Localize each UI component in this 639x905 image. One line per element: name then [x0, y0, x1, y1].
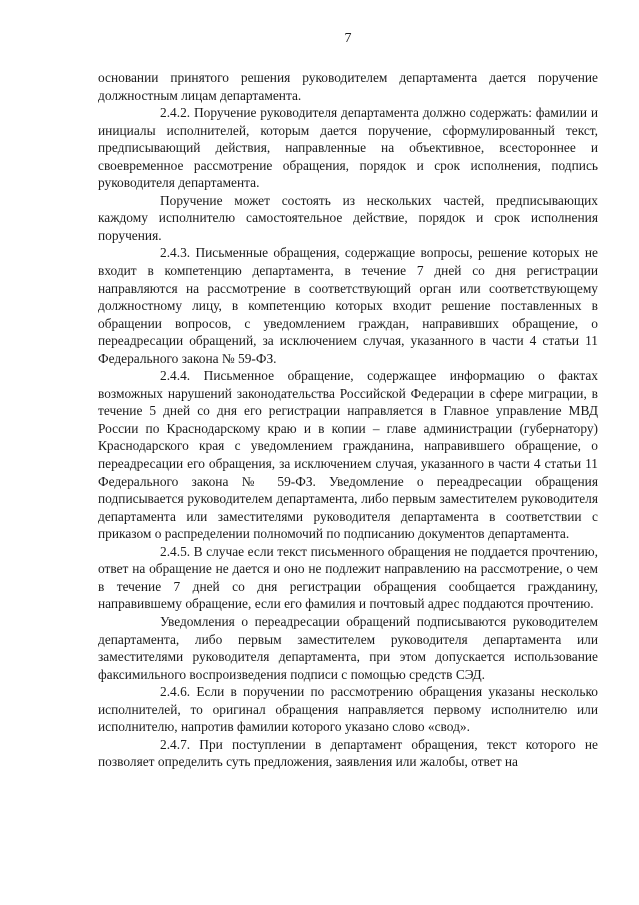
- paragraph-2-4-6: 2.4.6. Если в поручении по рассмотрению обращения указаны несколько исполнителей, то оригинал обращения направляется первому исполнителю или исполнителю, напротив фамилии которого указано слово «свод».: [98, 684, 598, 735]
- paragraph-2-4-2: 2.4.2. Поручение руководителя департамента должно содержать: фамилии и инициалы исполнителей, которым дается поручение, сформулированный текст, предписывающий действия, направленные на объективное, всестороннее и своевременное рассмотрение обращения, порядок и срок исполнения, подпись руководителя департамента.: [98, 105, 598, 191]
- paragraph-2-4-3: 2.4.3. Письменные обращения, содержащие вопросы, решение которых не входит в компетенцию департамента, в течение 7 дней со дня регистрации направляются на рассмотрение в соответствующий орган или соответствующему должностному лицу, в компетенцию которых входит решение поставленных в обращении вопросов, с уведомлением граждан, направивших обращение, о переадресации обращений, за исключением случая, указанного в части 4 статьи 11 Федерального закона № 59-ФЗ.: [98, 245, 598, 366]
- paragraph-continuation: основании принятого решения руководителем департамента дается поручение должностным лицам департамента.: [98, 70, 598, 103]
- paragraph-2-4-4: 2.4.4. Письменное обращение, содержащее информацию о фактах возможных нарушений законодательства Российской Федерации в сфере миграции, в течение 5 дней со дня его регистрации направляется в Главное управление МВД России по Краснодарскому краю и в копии – главе администрации (губернатору) Краснодарского края с уведомлением гражданина, направившего обращение, о переадресации его обращения, за исключением случая, указанного в части 4 статьи 11 Федерального закона № 59-ФЗ. Уведомление о переадресации обращения подписывается руководителем департамента, либо первым заместителем руководителя департамента или заместителями руководителя департамента в соответствии с приказом о распределении полномочий по подписанию документов департамента.: [98, 368, 598, 542]
- paragraph-2-4-7: 2.4.7. При поступлении в департамент обращения, текст которого не позволяет определить суть предложения, заявления или жалобы, ответ на: [98, 736, 598, 770]
- paragraph-2-4-5: 2.4.5. В случае если текст письменного обращения не поддается прочтению, ответ на обращение не дается и оно не подлежит направлению на рассмотрение, о чем в течение 7 дней со дня регистрации обращения сообщается гражданину, направившему обращение, если его фамилия и почтовый адрес поддаются прочтению.: [98, 543, 598, 612]
- page-number: 7: [344, 31, 352, 46]
- paragraph-2-4-5-notifications: Уведомления о переадресации обращений подписываются руководителем департамента, либо первым заместителем руководителя департамента или заместителями руководителя департамента, при этом допускается использование факсимильного воспроизведения подписи с помощью средств СЭД.: [98, 613, 598, 682]
- paragraph-2-4-2-instruction-parts: Поручение может состоять из нескольких частей, предписывающих каждому исполнителю самостоятельное действие, порядок и срок исполнения поручения.: [98, 192, 598, 243]
